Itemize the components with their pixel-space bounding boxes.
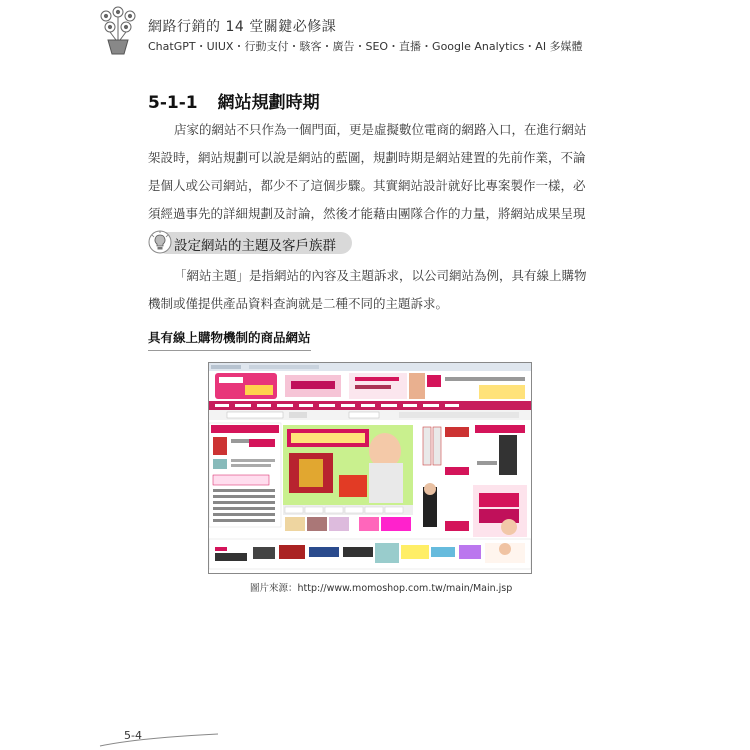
body-paragraph-2: [148, 262, 596, 318]
page-number: 5-4: [124, 729, 142, 742]
website-screenshot-image: [209, 363, 531, 573]
section-heading: [148, 88, 320, 113]
lightbulb-icon: [148, 230, 172, 256]
tip-label: 設定網站的主題及客戶族群: [174, 238, 336, 254]
website-screenshot: [208, 362, 532, 574]
figure-caption: 圖片來源：http://www.momoshop.com.tw/main/Main.jsp: [250, 583, 513, 594]
section-title: 網站規劃時期: [217, 93, 320, 113]
book-title: 網路行銷的 14 堂關鍵必修課: [148, 19, 337, 35]
book-subtitle: ChatGPT・UIUX・行動支付・駭客・廣告・SEO・直播・Google Analytics・AI 多媒體: [148, 40, 583, 53]
paragraph-2-text: 「網站主題」是指網站的內容及主題訴求，以公司網站為例，具有線上購物機制或僅提供產品資料查詢就是二種不同的主題訴求。: [148, 268, 587, 311]
flower-pot-icon: [96, 6, 140, 58]
tip-heading: [148, 230, 354, 256]
section-number: 5-1-1: [148, 93, 198, 113]
page-corner-swoosh: [98, 724, 228, 750]
figure-title: 具有線上購物機制的商品網站: [148, 328, 311, 351]
paragraph-1-text: 店家的網站不只作為一個門面，更是虛擬數位電商的網路入口，在進行網站架設時，網站規劃可以說是網站的藍圖，規劃時期是網站建置的先前作業，不論是個人或公司網站，都少不了這個步驟。其實網站設計就好比專案製作一樣，必須經過事先的詳細規劃及討論，然後才能藉由團隊合作的力量，將網站成果呈現: [148, 122, 587, 221]
